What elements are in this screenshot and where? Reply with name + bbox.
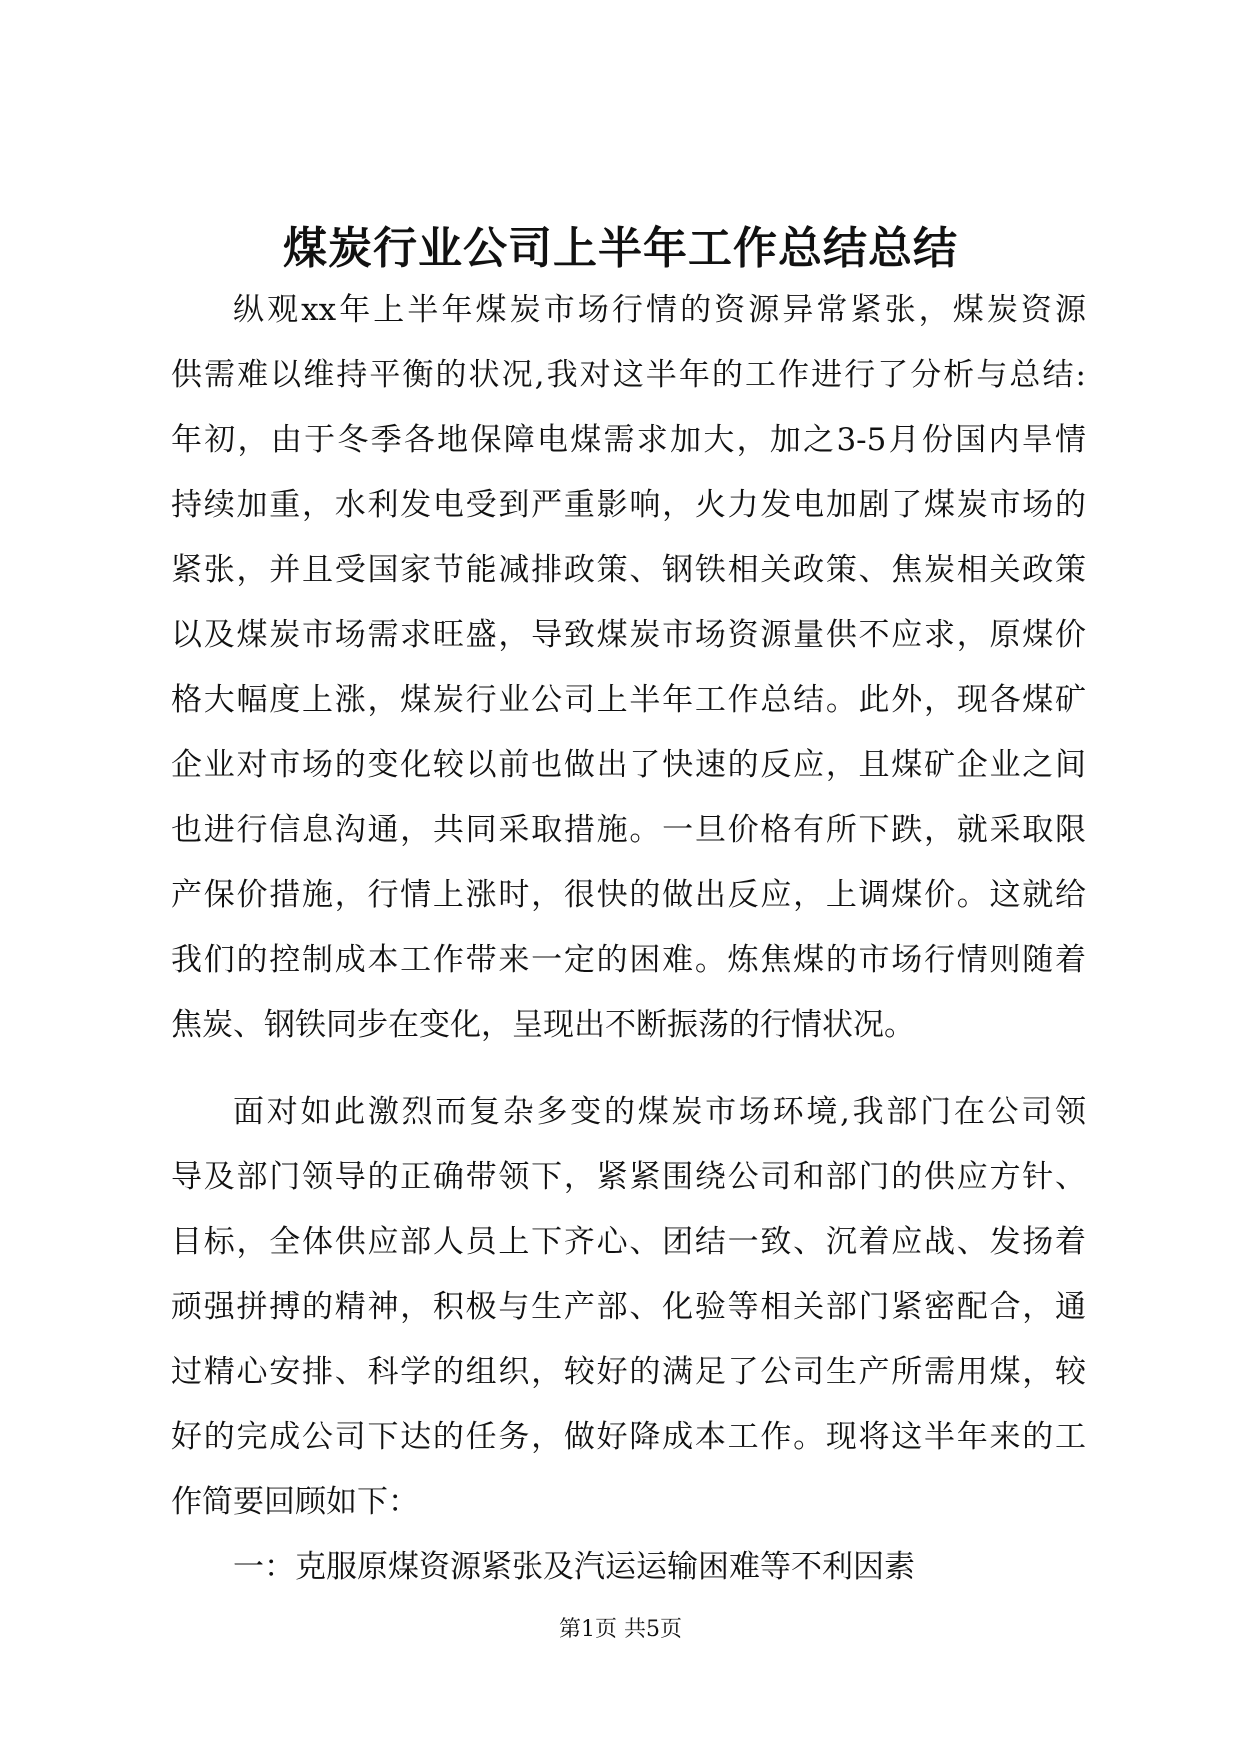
paragraph-1-line-9: 也进行信息沟通，共同采取措施。一旦价格有所下跌，就采取限 xyxy=(171,812,1086,848)
paragraph-1-line-2: 供需难以维持平衡的状况,我对这半年的工作进行了分析与总结: xyxy=(171,357,1086,393)
paragraph-1-line-1: 纵观xx年上半年煤炭市场行情的资源异常紧张，煤炭资源 xyxy=(233,292,1086,328)
paragraph-2-line-5: 过精心安排、科学的组织，较好的满足了公司生产所需用煤，较 xyxy=(171,1354,1086,1390)
section-heading-1: 一：克服原煤资源紧张及汽运运输困难等不利因素 xyxy=(233,1549,915,1585)
paragraph-spacer xyxy=(171,1073,1086,1095)
paragraph-2-line-6: 好的完成公司下达的任务，做好降成本工作。现将这半年来的工 xyxy=(171,1419,1086,1455)
paragraph-1-line-8: 企业对市场的变化较以前也做出了快速的反应，且煤矿企业之间 xyxy=(171,747,1086,783)
paragraph-1-line-12: 焦炭、钢铁同步在变化，呈现出不断振荡的行情状况。 xyxy=(171,1007,915,1043)
paragraph-1-line-7: 格大幅度上涨，煤炭行业公司上半年工作总结。此外，现各煤矿 xyxy=(171,682,1086,718)
paragraph-2-line-7: 作简要回顾如下： xyxy=(171,1484,419,1520)
paragraph-1-line-4: 持续加重，水利发电受到严重影响，火力发电加剧了煤炭市场的 xyxy=(171,487,1086,523)
paragraph-1-line-5: 紧张，并且受国家节能减排政策、钢铁相关政策、焦炭相关政策 xyxy=(171,552,1086,588)
page-number-footer: 第1页 共5页 xyxy=(559,1617,682,1642)
document-title: 煤炭行业公司上半年工作总结总结 xyxy=(283,223,958,274)
paragraph-2-line-1: 面对如此激烈而复杂多变的煤炭市场环境,我部门在公司领 xyxy=(233,1094,1086,1130)
paragraph-1-line-10: 产保价措施，行情上涨时，很快的做出反应，上调煤价。这就给 xyxy=(171,877,1086,913)
paragraph-2-line-2: 导及部门领导的正确带领下，紧紧围绕公司和部门的供应方针、 xyxy=(171,1159,1086,1195)
paragraph-1-line-11: 我们的控制成本工作带来一定的困难。炼焦煤的市场行情则随着 xyxy=(171,942,1086,978)
paragraph-1-line-3: 年初，由于冬季各地保障电煤需求加大，加之3-5月份国内旱情 xyxy=(171,422,1086,458)
paragraph-2-line-4: 顽强拼搏的精神，积极与生产部、化验等相关部门紧密配合，通 xyxy=(171,1289,1086,1325)
paragraph-2-line-3: 目标，全体供应部人员上下齐心、团结一致、沉着应战、发扬着 xyxy=(171,1224,1086,1260)
paragraph-1-line-6: 以及煤炭市场需求旺盛，导致煤炭市场资源量供不应求，原煤价 xyxy=(171,617,1086,653)
document-body xyxy=(171,293,1086,1615)
